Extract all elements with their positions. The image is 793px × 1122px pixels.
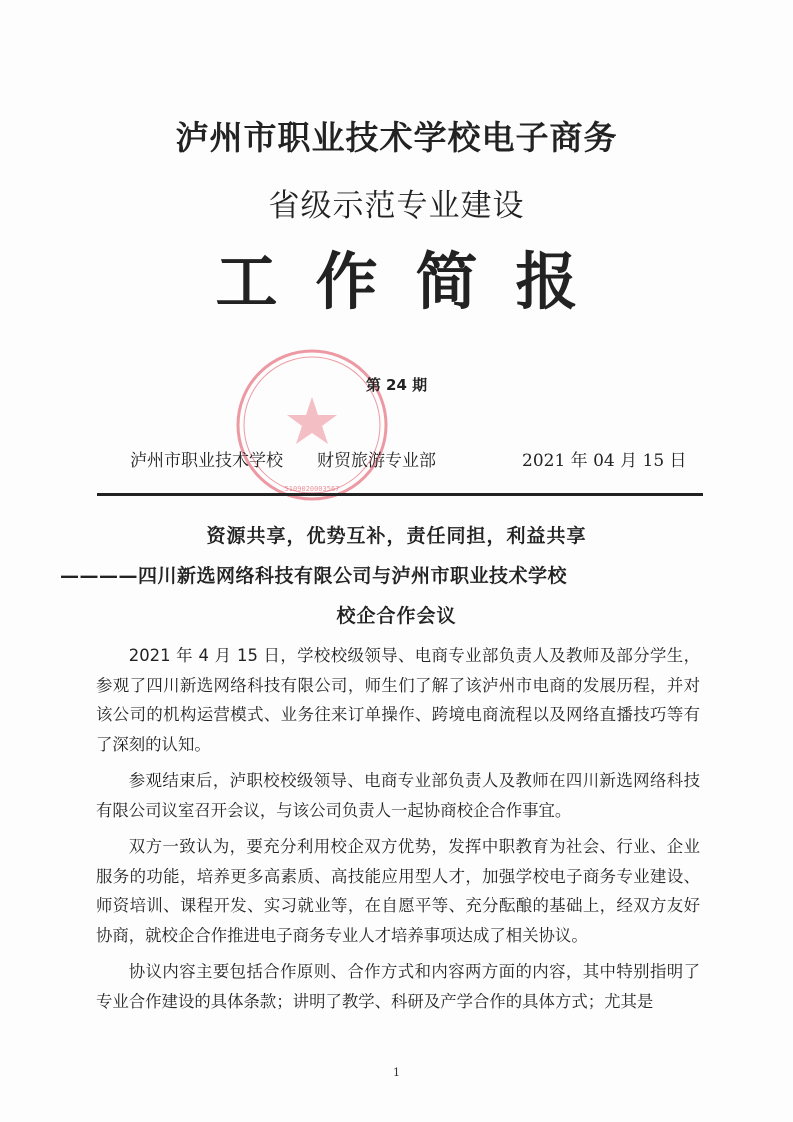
article-subheadline: ————四川新选网络科技有限公司与泸州市职业技术学校 (60, 565, 568, 587)
issue-number: 第 24 期 (365, 376, 428, 394)
article-body (96, 641, 700, 1023)
paragraph: 协议内容主要包括合作原则、合作方式和内容两方面的内容，其中特别指明了专业合作建设的具体条款；讲明了教学、科研及产学合作的具体方式；尤其是 (96, 962, 700, 1011)
title-line-2: 省级示范专业建设 (268, 188, 525, 224)
paragraph: 双方一致认为，要充分利用校企双方优势，发挥中职教育为社会、行业、企业服务的功能，培养更多高素质、高技能应用型人才，加强学校电子商务专业建设、师资培训、课程开发、实习就业等，在自愿平等、充分酝酿的基础上，经双方友好协商，就校企合作推进电子商务专业人才培养事项达成了相关协议。 (96, 837, 700, 945)
header-divider (97, 493, 703, 496)
title-line-3: 工作简报 (215, 245, 616, 318)
department-name: 财贸旅游专业部 (317, 451, 436, 471)
title-line-1: 泸州市职业技术学校电子商务 (175, 118, 618, 157)
seal-number: 5109020003567 (284, 485, 340, 493)
article-headline: 资源共享，优势互补，责任同担，利益共享 (206, 525, 587, 547)
school-name: 泸州市职业技术学校 (130, 451, 283, 471)
official-seal-stamp (232, 345, 392, 505)
article-subheadline-2: 校企合作会议 (336, 605, 457, 627)
issue-date: 2021 年 04 月 15 日 (522, 451, 687, 471)
paragraph: 2021 年 4 月 15 日，学校校级领导、电商专业部负责人及教师及部分学生，参观了四川新选网络科技有限公司，师生们了解了该泸州市电商的发展历程，并对该公司的机构运营模式、业务往来订单操作、跨境电商流程以及网络直播技巧等有了深刻的认知。 (96, 646, 700, 754)
paragraph: 参观结束后，泸职校校级领导、电商专业部负责人及教师在四川新选网络科技有限公司议室召开会议，与该公司负责人一起协商校企合作事宜。 (96, 771, 700, 820)
page-number: 1 (393, 1066, 400, 1079)
